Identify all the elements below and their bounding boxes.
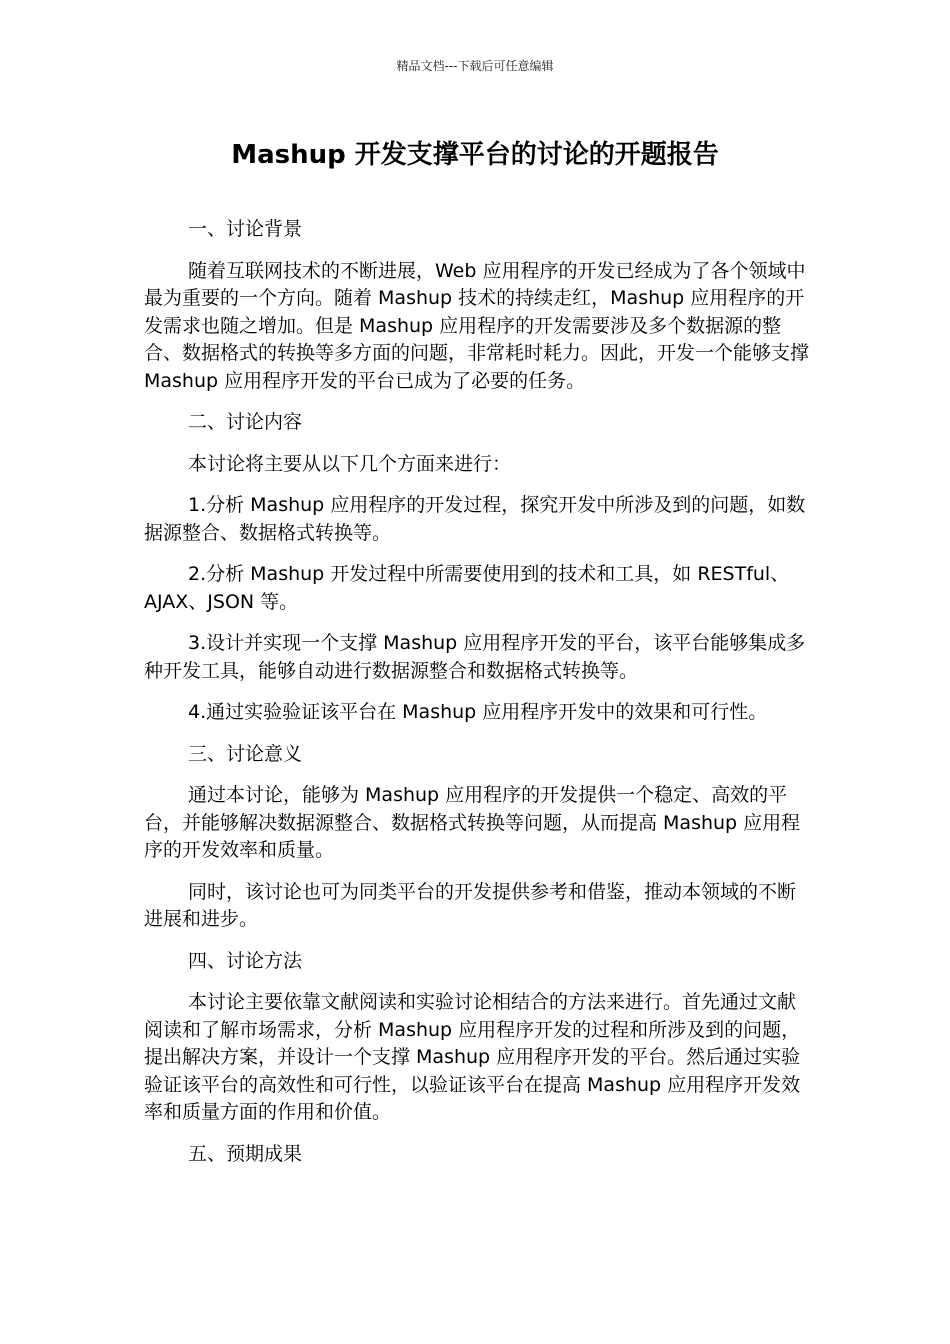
paragraph-method: 本讨论主要依靠文献阅读和实验讨论相结合的方法来进行。首先通过文献阅读和了解市场需求，分析 Mashup 应用程序开发的过程和所涉及到的问题，提出解决方案，并设计一个支撑 Mashup 应用程序开发的平台。然后通过实验验证该平台的高效性和可行性，以验证该平台在提高 Mashup 应用程序开发效率和质量方面的作用和价值。 — [144, 991, 801, 1123]
list-item-1: 1.分析 Mashup 应用程序的开发过程，探究开发中所涉及到的问题，如数据源整合、数据格式转换等。 — [144, 494, 806, 544]
section-heading-method: 四、讨论方法 — [188, 949, 303, 972]
document-title: Mashup 开发支撑平台的讨论的开题报告 — [231, 140, 719, 170]
list-item-3: 3.设计并实现一个支撑 Mashup 应用程序开发的平台，该平台能够集成多种开发工具，能够自动进行数据源整合和数据格式转换等。 — [144, 632, 806, 682]
document-body — [144, 216, 809, 1182]
paragraph-content-intro: 本讨论将主要从以下几个方面来进行： — [188, 452, 512, 475]
section-heading-content: 二、讨论内容 — [188, 411, 303, 433]
paragraph-significance-1: 通过本讨论，能够为 Mashup 应用程序的开发提供一个稳定、高效的平台，并能够解决数据源整合、数据格式转换等问题，从而提高 Mashup 应用程序的开发效率和质量。 — [144, 784, 801, 861]
paragraph-background: 随着互联网技术的不断进展，Web 应用程序的开发已经成为了各个领域中最为重要的一个方向。随着 Mashup 技术的持续走红，Mashup 应用程序的开发需求也随之增加。但是 Mashup 应用程序的开发需要涉及多个数据源的整合、数据格式的转换等多方面的问题，非常耗时耗力。因此，开发一个能够支撑 Mashup 应用程序开发的平台已成为了必要的任务。 — [144, 259, 810, 392]
list-item-4: 4.通过实验验证该平台在 Mashup 应用程序开发中的效果和可行性。 — [188, 701, 768, 723]
header-note: 精品文档---下载后可任意编辑 — [396, 59, 554, 73]
list-item-2: 2.分析 Mashup 开发过程中所需要使用到的技术和工具，如 RESTful、AJAX、JSON 等。 — [144, 563, 790, 613]
section-heading-significance: 三、讨论意义 — [188, 742, 303, 765]
paragraph-significance-2: 同时，该讨论也可为同类平台的开发提供参考和借鉴，推动本领域的不断进展和进步。 — [144, 880, 797, 930]
section-heading-background: 一、讨论背景 — [188, 218, 303, 240]
section-heading-outcomes: 五、预期成果 — [188, 1142, 303, 1165]
